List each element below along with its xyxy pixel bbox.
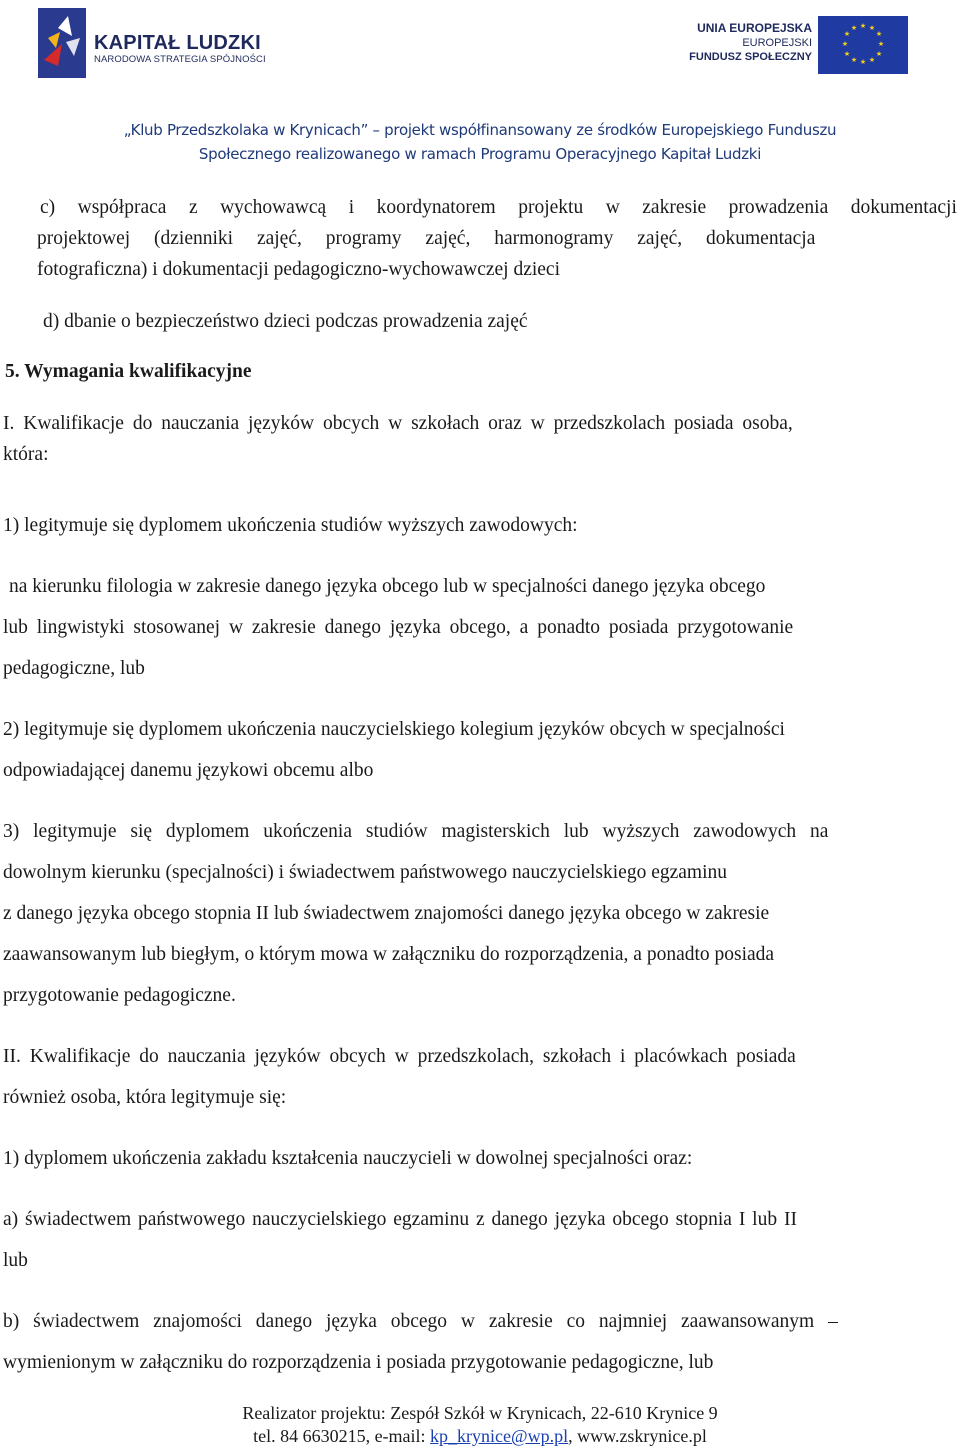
- section-I-line2: która:: [3, 444, 49, 465]
- section-I-item3: [3, 816, 957, 1011]
- svg-text:★: ★: [841, 40, 849, 48]
- email-link[interactable]: kp_krynice@wp.pl: [430, 1426, 569, 1446]
- svg-text:★: ★: [850, 24, 858, 32]
- item3-line5: przygotowanie pedagogiczne.: [3, 985, 236, 1006]
- item3-line4: zaawansowanym lub biegłym, o którym mowa w załączniku do rozporządzenia, a ponadto posiada: [3, 944, 775, 965]
- section-I-item2: [3, 714, 957, 786]
- item-d: d) dbanie o bezpieczeństwo dzieci podczas prowadzenia zajęć: [43, 311, 528, 332]
- eu-logo: [680, 14, 908, 74]
- section-I-item1-detail: [3, 571, 957, 684]
- item3-line1: 3) legitymuje się dyplomem ukończenia studiów magisterskich lub wyższych zawodowych na: [3, 821, 829, 842]
- kapital-ludzki-emblem-icon: [38, 8, 86, 78]
- section-II-item-a: [3, 1204, 957, 1276]
- svg-text:★: ★: [868, 56, 876, 64]
- svg-text:★: ★: [868, 24, 876, 32]
- item-c-line3: fotograficzna) i dokumentacji pedagogiczno-wychowawczej dzieci: [37, 259, 561, 280]
- item-b-line2: wymienionym w załączniku do rozporządzenia i posiada przygotowanie pedagogiczne, lub: [3, 1352, 714, 1373]
- section-II-item-b: [3, 1306, 957, 1378]
- item-a-line2: lub: [3, 1250, 28, 1271]
- item-c: [40, 192, 957, 223]
- svg-text:★: ★: [877, 40, 885, 48]
- svg-text:★: ★: [850, 56, 858, 64]
- svg-text:★: ★: [859, 22, 867, 30]
- section-5-heading: 5. Wymagania kwalifikacyjne: [5, 361, 252, 382]
- item2-line1: 2) legitymuje się dyplomem ukończenia nauczycielskiego kolegium języków obcych w specjalności: [3, 719, 785, 740]
- section-II-line1: II. Kwalifikacje do nauczania języków obcych w przedszkolach, szkołach i placówkach posiada: [3, 1046, 796, 1067]
- section-I-item1: 1) legitymuje się dyplomem ukończenia studiów wyższych zawodowych:: [3, 515, 578, 536]
- item-c-line2: projektowej (dzienniki zajęć, programy zajęć, harmonogramy zajęć, dokumentacja: [37, 228, 816, 249]
- project-header: [0, 118, 960, 166]
- eu-logo-line2: EUROPEJSKI: [742, 37, 812, 49]
- svg-text:★: ★: [843, 50, 851, 58]
- item-c-line1: c) współpraca z wychowawcą i koordynatorem projektu w zakresie prowadzenia dokumentacji: [40, 197, 957, 218]
- svg-text:★: ★: [859, 58, 867, 66]
- section-II-intro: [3, 1041, 957, 1113]
- eu-logo-line1: UNIA EUROPEJSKA: [697, 21, 812, 35]
- detail-line2: lub lingwistyki stosowanej w zakresie danego języka obcego, a ponadto posiada przygotowanie: [3, 617, 794, 638]
- footer-contact-prefix: tel. 84 6630215, e-mail:: [253, 1426, 431, 1446]
- footer-line1: Realizator projektu: Zespół Szkół w Krynicach, 22-610 Krynice 9: [242, 1403, 718, 1423]
- svg-text:★: ★: [875, 30, 883, 38]
- detail-line1: na kierunku filologia w zakresie danego języka obcego lub w specjalności danego języka obcego: [9, 576, 766, 597]
- item-a-line1: a) świadectwem państwowego nauczycielskiego egzaminu z danego języka obcego stopnia I lub II: [3, 1209, 797, 1230]
- item2-line2: odpowiadającej danemu językowi obcemu albo: [3, 760, 374, 781]
- footer: [0, 1402, 960, 1448]
- project-header-line2: Społecznego realizowanego w ramach Programu Operacyjnego Kapitał Ludzki: [198, 145, 762, 163]
- detail-line3: pedagogiczne, lub: [3, 658, 145, 679]
- item-b-line1: b) świadectwem znajomości danego języka obcego w zakresie co najmniej zaawansowanym –: [3, 1311, 838, 1332]
- kapital-ludzki-name: KAPITAŁ LUDZKI: [94, 32, 261, 54]
- project-header-line1: „Klub Przedszkolaka w Krynicach” – projekt współfinansowany ze środków Europejskiego Funduszu: [123, 121, 837, 139]
- item-c-cont: [37, 223, 957, 285]
- section-II-line2: również osoba, która legitymuje się:: [3, 1087, 287, 1108]
- section-I-intro: [3, 408, 957, 470]
- section-I-line1: I. Kwalifikacje do nauczania języków obcych w szkołach oraz w przedszkolach posiada osoba,: [3, 413, 793, 434]
- kapital-ludzki-subtitle: NARODOWA STRATEGIA SPÓJNOŚCI: [94, 54, 266, 65]
- svg-text:★: ★: [875, 50, 883, 58]
- item3-line3: z danego języka obcego stopnia II lub świadectwem znajomości danego języka obcego w zakresie: [3, 903, 770, 924]
- item3-line2: dowolnym kierunku (specjalności) i świadectwem państwowego nauczycielskiego egzaminu: [3, 862, 727, 883]
- eu-logo-line3: FUNDUSZ SPOŁECZNY: [689, 51, 812, 63]
- kapital-ludzki-logo: [38, 8, 278, 78]
- section-II-item1: 1) dyplomem ukończenia zakładu kształcenia nauczycieli w dowolnej specjalności oraz:: [3, 1148, 693, 1169]
- svg-text:★: ★: [843, 30, 851, 38]
- footer-website: , www.zskrynice.pl: [568, 1426, 707, 1446]
- eu-flag-icon: [818, 16, 908, 74]
- footer-line2: [0, 1425, 960, 1448]
